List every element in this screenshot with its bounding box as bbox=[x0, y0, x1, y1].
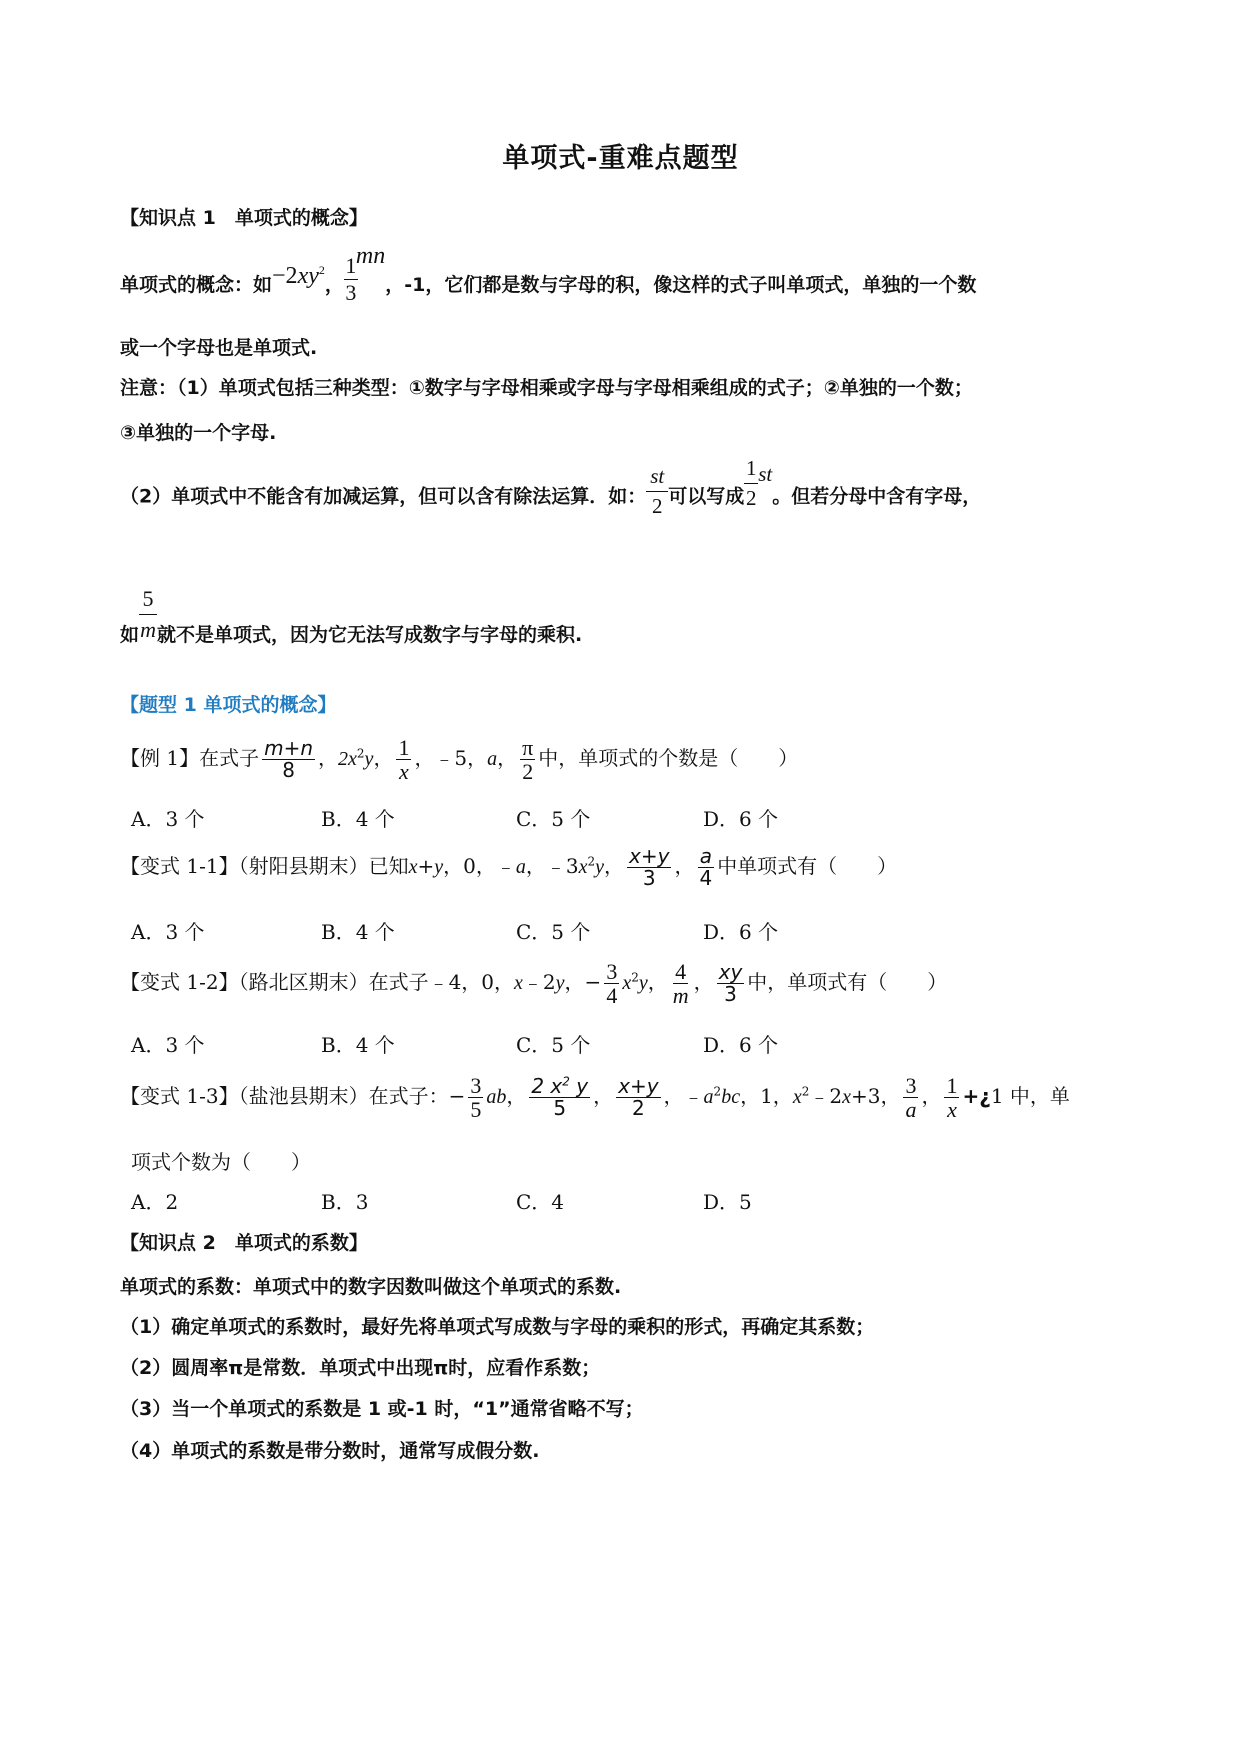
v11-option-a[interactable]: A．3 个 bbox=[131, 920, 205, 944]
note-1-line1: 注意：（1）单项式包括三种类型：①数字与字母相乘或字母与字母相乘组成的式子；②单独的一个数； bbox=[120, 377, 973, 399]
variant-1-1-label: 【变式 1-1】（射阳县期末）已知 bbox=[120, 854, 409, 878]
v12-option-c[interactable]: C．5 个 bbox=[516, 1033, 591, 1057]
note-1-line2: ③单独的一个字母. bbox=[120, 422, 277, 444]
ex1-option-a[interactable]: A．3 个 bbox=[131, 807, 205, 831]
example-1-suffix: 中，单项式的个数是（ ） bbox=[538, 746, 799, 771]
variant-1-3-continuation: 项式个数为（ ） bbox=[131, 1150, 311, 1174]
fraction-5-over-m: $\frac{5}{m}$ bbox=[140, 586, 156, 642]
v12-option-b[interactable]: B．4 个 bbox=[321, 1033, 395, 1057]
section-heading-1: 【知识点 1 单项式的概念】 bbox=[120, 207, 368, 229]
note-2-middle: 可以写成 bbox=[668, 485, 745, 508]
expr-pi-over-2: $\frac{\pi}{2}$ bbox=[522, 735, 534, 785]
note-2-prefix: （2）单项式中不能含有加减运算，但可以含有除法运算．如： bbox=[120, 485, 647, 508]
v11-option-b[interactable]: B．4 个 bbox=[321, 920, 395, 944]
expr-xy-over-3: $\frac{xy}{3}$ bbox=[718, 960, 743, 1007]
concept-suffix: ，-1，它们都是数与字母的积，像这样的式子叫单项式，单独的一个数 bbox=[385, 274, 977, 296]
concept-prefix: 单项式的概念：如 bbox=[120, 274, 273, 296]
v12-option-d[interactable]: D．6 个 bbox=[703, 1033, 779, 1057]
ex1-option-c[interactable]: C．5 个 bbox=[516, 807, 591, 831]
expr-3-over-a: $\frac{3}{a}$ bbox=[905, 1073, 917, 1123]
variant-1-2-suffix: 中，单项式有（ ） bbox=[747, 970, 948, 995]
v13-option-a[interactable]: A．2 bbox=[131, 1190, 179, 1214]
coefficient-rule-3: （3）当一个单项式的系数是 1 或-1 时，“1”通常省略不写； bbox=[120, 1398, 644, 1420]
expr-1-over-x-b: $\frac{1}{x}$ bbox=[946, 1073, 958, 1123]
coefficient-rule-4: （4）单项式的系数是带分数时，通常写成假分数. bbox=[120, 1440, 540, 1462]
variant-1-3-question: 【变式 1-3】（盐池县期末）在式子：− $\frac{3}{5}$ ab， $\frac{2 x^2 y}{5}$ ， $\frac{x+y}{2}$ ，$﹣a^2bc$，1，$x^2﹣2x+3$， $\frac{3}{a}$ ， $\frac{1}{x}$ +¿1 中，单 bbox=[120, 1073, 1070, 1123]
expr-3-over-5: $\frac{3}{5}$ bbox=[470, 1073, 482, 1123]
concept-definition-line: 单项式的概念：如$-2xy^2$， $\frac{1}{3}$ mn，-1，它们都是数与字母的积，像这样的式子叫单项式，单独的一个数 bbox=[120, 243, 977, 305]
expr-4-over-m: $\frac{4}{m}$ bbox=[672, 959, 689, 1009]
example-1-label: 【例 1】在式子 bbox=[120, 746, 260, 771]
note-2-example-text: 就不是单项式，因为它无法写成数字与字母的乘积. bbox=[157, 624, 583, 646]
ex1-option-d[interactable]: D．6 个 bbox=[703, 807, 779, 831]
variant-1-3-label: 【变式 1-3】（盐池县期末）在式子： bbox=[120, 1084, 449, 1109]
v11-option-c[interactable]: C．5 个 bbox=[516, 920, 591, 944]
variant-1-2-label: 【变式 1-2】（路北区期末）在式子 bbox=[120, 970, 429, 995]
expr-x-plus-y-over-2: $\frac{x+y}{2}$ bbox=[618, 1074, 659, 1121]
expr-a-over-4: $\frac{a}{4}$ bbox=[699, 844, 713, 890]
v13-option-c[interactable]: C．4 bbox=[516, 1190, 565, 1214]
v11-option-d[interactable]: D．6 个 bbox=[703, 920, 779, 944]
expr-3-over-4: $\frac{3}{4}$ bbox=[606, 959, 618, 1009]
v13-option-b[interactable]: B．3 bbox=[321, 1190, 369, 1214]
expr-x-plus-y-over-3: $\frac{x+y}{3}$ bbox=[629, 844, 670, 890]
page-title: 单项式-重难点题型 bbox=[502, 143, 739, 174]
fraction-st-over-2: $\frac{st}{2}$ bbox=[646, 466, 668, 517]
variant-1-1-question: 【变式 1-1】（射阳县期末）已知x+y，0，﹣a，$﹣3x^2y$， $\frac{x+y}{3}$ ， $\frac{a}{4}$ 中单项式有（ ） bbox=[120, 844, 898, 890]
expr-1-over-x: $\frac{1}{x}$ bbox=[398, 735, 410, 785]
expr-m-plus-n-over-8: $\frac{m+n}{8}$ bbox=[264, 736, 314, 783]
concept-continuation: 或一个字母也是单项式. bbox=[120, 337, 318, 359]
note-2-line: （2）单项式中不能含有加减运算，但可以含有除法运算．如： $\frac{st}{2}$ 可以写成 $\frac{1}{2}$ st。但若分母中含有字母， bbox=[120, 456, 982, 518]
expr-2x2y-over-5: $\frac{2 x^2 y}{5}$ bbox=[531, 1074, 589, 1121]
note-2-example-line: 如 $\frac{5}{m}$ 就不是单项式，因为它无法写成数字与字母的乘积. bbox=[120, 586, 583, 646]
coefficient-definition: 单项式的系数：单项式中的数字因数叫做这个单项式的系数. bbox=[120, 1276, 622, 1298]
section-heading-2: 【知识点 2 单项式的系数】 bbox=[120, 1232, 368, 1254]
coefficient-rule-1: （1）确定单项式的系数时，最好先将单项式写成数与字母的乘积的形式，再确定其系数； bbox=[120, 1316, 875, 1338]
coefficient-rule-2: （2）圆周率π是常数．单项式中出现π时，应看作系数； bbox=[120, 1357, 601, 1379]
question-type-heading-1: 【题型 1 单项式的概念】 bbox=[120, 694, 337, 716]
v13-option-d[interactable]: D．5 bbox=[703, 1190, 752, 1214]
v12-option-a[interactable]: A．3 个 bbox=[131, 1033, 205, 1057]
note-2-suffix: 。但若分母中含有字母， bbox=[772, 485, 982, 508]
fraction-half-st: $\frac{1}{2}$ bbox=[746, 456, 757, 510]
example-monomial-2: $\frac{1}{3}$ bbox=[345, 253, 357, 305]
variant-1-2-question: 【变式 1-2】（路北区期末）在式子﹣4，0，x﹣2y，− $\frac{3}{4}$ $x^2y$， $\frac{4}{m}$ ， $\frac{xy}{3}$ 中，单项式有（ ） bbox=[120, 959, 948, 1009]
ex1-option-b[interactable]: B．4 个 bbox=[321, 807, 395, 831]
variant-1-1-suffix: 中单项式有（ ） bbox=[717, 854, 898, 878]
example-monomial-1: $-2xy^2$ bbox=[272, 263, 325, 289]
example-1-question: 【例 1】在式子 $\frac{m+n}{8}$ ，$2x^2y$， $\frac{1}{x}$ ，﹣5，a， $\frac{\pi}{2}$ 中，单项式的个数是（ ） bbox=[120, 735, 799, 785]
